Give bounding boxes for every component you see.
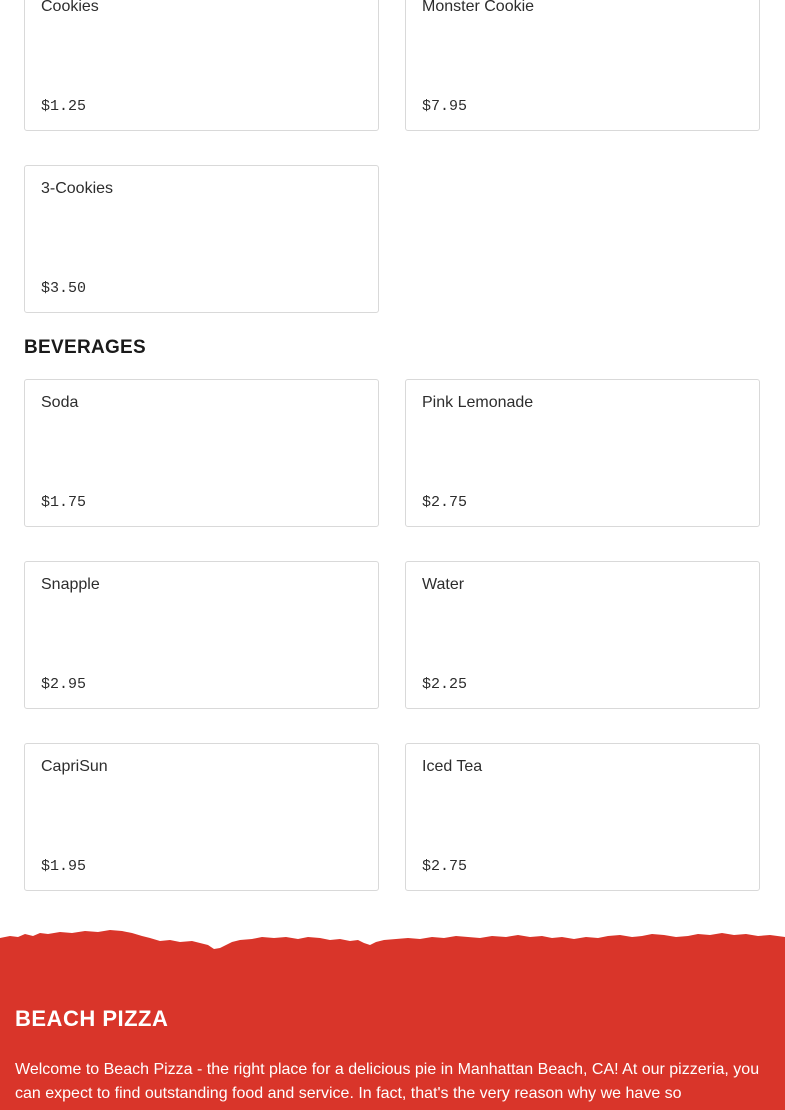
menu-item-card[interactable] [405,743,760,891]
menu-item-card[interactable] [405,0,760,131]
menu-item-name: Pink Lemonade [422,394,534,411]
menu-item-price: $1.95 [41,858,87,875]
menu-item-card[interactable] [405,561,760,709]
menu-item-price: $2.75 [422,858,468,875]
menu-item-name: Snapple [41,576,100,593]
menu-item-card[interactable] [24,0,379,131]
menu-item-price: $7.95 [422,98,468,115]
menu-item-price: $2.25 [422,676,468,693]
menu-item-name: Cookies [41,0,99,15]
menu-item-price: $2.95 [41,676,87,693]
menu-item-name: CapriSun [41,758,108,775]
menu-item-card[interactable] [405,379,760,527]
menu-item-name: 3-Cookies [41,180,114,197]
menu-item-price: $1.25 [41,98,87,115]
section-title-beverages: BEVERAGES [24,337,147,358]
menu-item-price: $2.75 [422,494,468,511]
menu-item-name: Soda [41,394,79,411]
footer-description: Welcome to Beach Pizza - the right place for a delicious pie in Manhattan Beach, CA! At our pizzeria, you can expect to find outstanding food and service. In fact, that's the very reason why we have so [15,1061,760,1102]
menu-item-card[interactable] [24,379,379,527]
menu-item-card[interactable] [24,165,379,313]
menu-item-name: Water [422,576,465,593]
menu-item-price: $3.50 [41,280,87,297]
menu-item-name: Monster Cookie [422,0,535,15]
menu-item-price: $1.75 [41,494,87,511]
footer-title: BEACH PIZZA [15,1006,169,1031]
site-footer [0,928,785,1110]
menu-item-card[interactable] [24,561,379,709]
menu-item-name: Iced Tea [422,758,483,775]
menu-item-card[interactable] [24,743,379,891]
